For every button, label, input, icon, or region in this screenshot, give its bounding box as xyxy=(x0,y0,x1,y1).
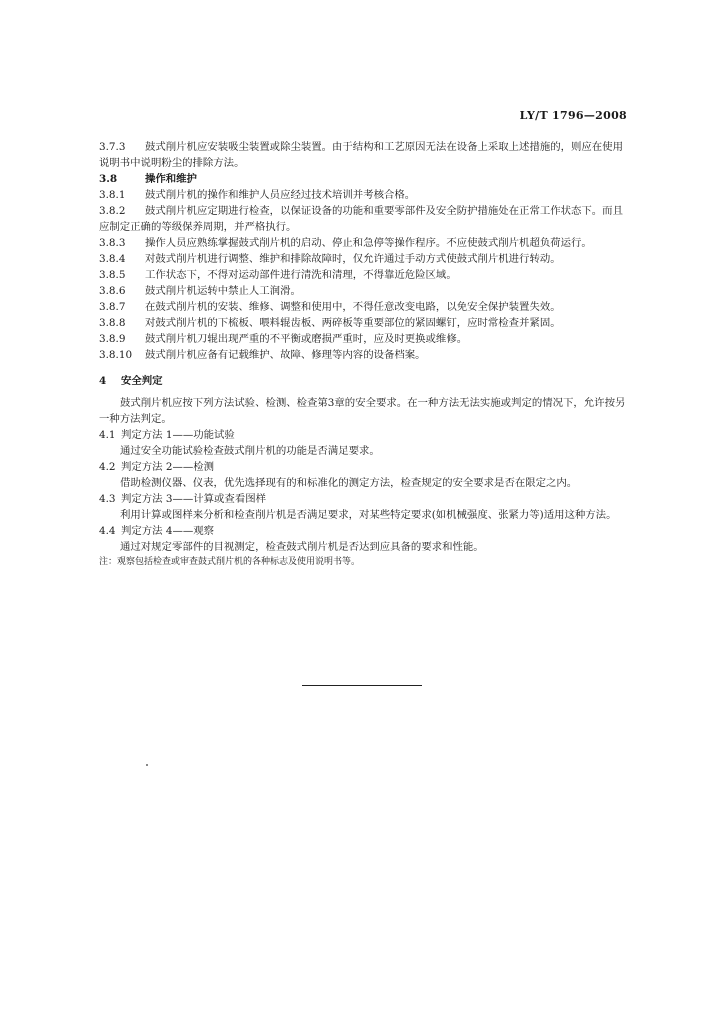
section-3-content xyxy=(99,139,629,363)
clause-text: 在鼓式削片机的安装、维修、调整和使用中，不得任意改变电路，以免安全保护装置失效。 xyxy=(145,301,561,313)
standard-number: LY/T 1796—2008 xyxy=(519,109,627,122)
clause xyxy=(99,331,629,347)
clause-heading xyxy=(99,171,629,187)
method-number: 4.3 xyxy=(99,493,116,505)
clause-number: 3.7.3 xyxy=(99,141,126,153)
clause-text: 鼓式削片机应安装吸尘装置或除尘装置。由于结构和工艺原因无法在设备上采取上述措施的，则应在使用说明书中说明粉尘的排除方法。 xyxy=(99,141,623,169)
method-text: 通过对规定零部件的目视测定，检查鼓式削片机是否达到应具备的要求和性能。 xyxy=(120,541,484,553)
clause-text: 鼓式削片机刀辊出现严重的不平衡或磨损严重时，应及时更换或维修。 xyxy=(145,333,468,345)
method-title: 判定方法 4——观察 xyxy=(121,525,215,537)
clause-number: 3.8.6 xyxy=(99,285,126,297)
clause-text: 鼓式削片机应定期进行检查，以保证设备的功能和重要零部件及安全防护措施处在正常工作状态下。而且应制定正确的等级保养周期，并严格执行。 xyxy=(99,205,623,233)
clause xyxy=(99,267,629,283)
clause xyxy=(99,187,629,203)
clause-number: 3.8 xyxy=(99,173,118,185)
document-body xyxy=(99,139,629,569)
note: 注：观察包括检查或审查鼓式削片机的各种标志及使用说明书等。 xyxy=(99,557,361,567)
method-title: 判定方法 1——功能试验 xyxy=(121,429,235,441)
clause-text: 鼓式削片机的操作和维护人员应经过技术培训并考核合格。 xyxy=(145,189,416,201)
clause-number: 3.8.5 xyxy=(99,269,126,281)
clause-text: 鼓式削片机应备有记载维护、故障、修理等内容的设备档案。 xyxy=(145,349,426,361)
method-heading xyxy=(99,459,629,475)
section-title: 安全判定 xyxy=(121,375,163,387)
method-text: 借助检测仪器、仪表，优先选择现有的和标准化的测定方法，检查规定的安全要求是否在限定之内。 xyxy=(120,477,578,489)
method-list xyxy=(99,427,629,555)
clause xyxy=(99,315,629,331)
clause-number: 3.8.3 xyxy=(99,237,126,249)
clause xyxy=(99,251,629,267)
clause-text: 对鼓式削片机的下梳板、喂料辊齿板、两碎板等重要部位的紧固螺钉，应时常检查并紧固。 xyxy=(145,317,561,329)
clause-text: 操作和维护 xyxy=(145,173,197,185)
method-heading xyxy=(99,427,629,443)
clause-text: 工作状态下，不得对运动部件进行清洗和清理，不得靠近危险区域。 xyxy=(145,269,457,281)
section-4-heading xyxy=(99,373,629,389)
clause-text: 鼓式削片机运转中禁止人工润滑。 xyxy=(145,285,301,297)
end-rule xyxy=(302,685,422,686)
speck xyxy=(146,764,148,766)
method-title: 判定方法 2——检测 xyxy=(121,461,215,473)
method-number: 4.4 xyxy=(99,525,116,537)
clause-number: 3.8.2 xyxy=(99,205,126,217)
clause xyxy=(99,235,629,251)
clause xyxy=(99,283,629,299)
clause-number: 3.8.9 xyxy=(99,333,126,345)
clause-text: 对鼓式削片机进行调整、维护和排除故障时，仅允许通过手动方式使鼓式削片机进行转动。 xyxy=(145,253,561,265)
section-4 xyxy=(99,373,629,569)
clause-number: 3.8.4 xyxy=(99,253,126,265)
clause xyxy=(99,347,629,363)
method-heading xyxy=(99,523,629,539)
clause xyxy=(99,139,629,171)
method-heading xyxy=(99,491,629,507)
section-4-intro: 鼓式削片机应按下列方法试验、检测、检查第3章的安全要求。在一种方法无法实施或判定的情况下，允许按另一种方法判定。 xyxy=(99,397,626,425)
clause xyxy=(99,299,629,315)
clause-number: 3.8.10 xyxy=(99,349,133,361)
clause-number: 3.8.7 xyxy=(99,301,126,313)
clause-number: 3.8.1 xyxy=(99,189,126,201)
clause-text: 操作人员应熟练掌握鼓式削片机的启动、停止和急停等操作程序。不应使鼓式削片机超负荷运行。 xyxy=(145,237,592,249)
method-number: 4.2 xyxy=(99,461,116,473)
method-text: 通过安全功能试验检查鼓式削片机的功能是否满足要求。 xyxy=(120,445,380,457)
method-title: 判定方法 3——计算或查看图样 xyxy=(121,493,266,505)
clause-number: 3.8.8 xyxy=(99,317,126,329)
section-number: 4 xyxy=(99,375,107,387)
clause xyxy=(99,203,629,235)
method-number: 4.1 xyxy=(99,429,116,441)
method-text: 利用计算或图样来分析和检查削片机是否满足要求，对某些特定要求(如机械强度、张紧力等)适用这种方法。 xyxy=(120,509,617,521)
